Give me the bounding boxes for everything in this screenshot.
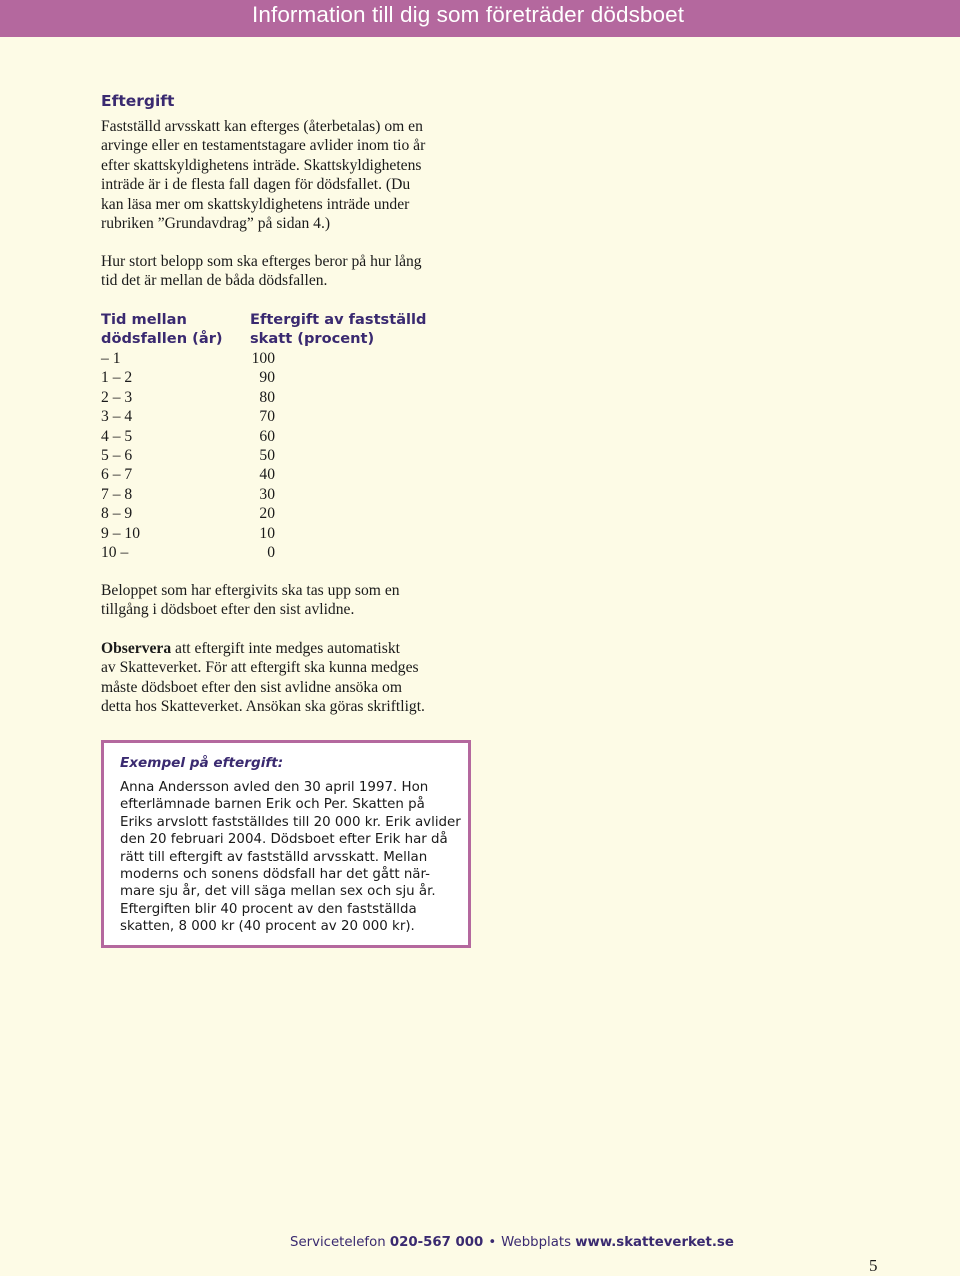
table-header-time bbox=[101, 310, 223, 349]
table-row bbox=[0, 368, 400, 387]
text-line: arvinge eller en testamentstagare avlider inom tio år bbox=[101, 137, 426, 155]
footer-separator: • bbox=[488, 1235, 497, 1250]
time-range: 7 – 8 bbox=[101, 485, 133, 503]
header-line: Tid mellan bbox=[101, 311, 187, 328]
table-row bbox=[0, 349, 400, 368]
header-line: dödsfallen (år) bbox=[101, 330, 223, 348]
paragraph-intro bbox=[101, 117, 481, 233]
phone-number[interactable]: 020-567 000 bbox=[389, 1235, 484, 1250]
text-line: måste dödsboet efter den sist avlidne ansöka om bbox=[101, 678, 402, 696]
text-line: Eriks arvslott fastställdes till 20 000 kr. Erik avlider bbox=[120, 814, 461, 830]
remission-percent: 90 bbox=[259, 369, 275, 387]
text-line: Hur stort belopp som ska efterges beror på hur lång bbox=[101, 253, 422, 270]
text-line: tillgång i dödsboet efter den sist avlidne. bbox=[101, 601, 355, 619]
remission-percent: 0 bbox=[267, 543, 275, 561]
text-line: Fastställd arvsskatt kan efterges (återbetalas) om en bbox=[101, 118, 423, 135]
remission-percent: 20 bbox=[259, 505, 275, 523]
table-row bbox=[0, 504, 400, 523]
remission-percent: 70 bbox=[259, 408, 275, 426]
text-line: efterlämnade barnen Erik och Per. Skatten på bbox=[120, 797, 425, 813]
text-line: kan läsa mer om skattskyldighetens inträde under bbox=[101, 195, 410, 213]
website-link[interactable]: www.skatteverket.se bbox=[575, 1235, 734, 1250]
remission-percent: 40 bbox=[259, 466, 275, 484]
example-body bbox=[120, 779, 460, 936]
text-line: av Skatteverket. För att eftergift ska kunna medges bbox=[101, 659, 419, 677]
example-box bbox=[101, 740, 471, 948]
web-label: Webbplats bbox=[501, 1235, 576, 1250]
table-row bbox=[0, 407, 400, 426]
remission-percent: 30 bbox=[259, 485, 275, 503]
remission-percent: 100 bbox=[251, 350, 275, 367]
paragraph-observe bbox=[101, 639, 481, 717]
table-row bbox=[0, 465, 400, 484]
text-line: moderns och sonens dödsfall har det gått när- bbox=[120, 867, 430, 883]
text-line: rubriken ”Grundavdrag” på sidan 4.) bbox=[101, 215, 331, 233]
section-heading: Eftergift bbox=[101, 92, 175, 110]
text-line: detta hos Skatteverket. Ansökan ska göras skriftligt. bbox=[101, 698, 425, 716]
text-line: inträde är i de flesta fall dagen för dödsfallet. (Du bbox=[101, 176, 411, 194]
table-row bbox=[0, 524, 400, 543]
time-range: 1 – 2 bbox=[101, 369, 133, 387]
phone-label: Servicetelefon bbox=[290, 1235, 390, 1250]
table-row bbox=[0, 446, 400, 465]
footer bbox=[290, 1235, 734, 1250]
example-title: Exempel på eftergift: bbox=[120, 755, 284, 771]
time-range: 5 – 6 bbox=[101, 446, 133, 464]
text-line: rätt till eftergift av fastställd arvsskatt. Mellan bbox=[120, 849, 428, 865]
text-line: skatten, 8 000 kr (40 procent av 20 000 kr). bbox=[120, 919, 415, 935]
text-line: tid det är mellan de båda dödsfallen. bbox=[101, 272, 328, 290]
remission-percent: 60 bbox=[259, 427, 275, 445]
observe-text: att eftergift inte medges automatiskt bbox=[171, 640, 400, 657]
page-number: 5 bbox=[869, 1256, 878, 1275]
remission-percent: 10 bbox=[259, 524, 275, 542]
header-line: skatt (procent) bbox=[250, 330, 375, 348]
remission-table bbox=[0, 349, 400, 562]
time-range: 4 – 5 bbox=[101, 427, 133, 445]
text-line: den 20 februari 2004. Dödsboet efter Erik har då bbox=[120, 832, 448, 848]
table-row bbox=[0, 427, 400, 446]
page-title: Information till dig som företräder dödsboet bbox=[252, 2, 685, 27]
time-range: 6 – 7 bbox=[101, 466, 133, 484]
observe-label: Observera bbox=[101, 640, 172, 657]
remission-percent: 50 bbox=[259, 446, 275, 464]
paragraph-amount bbox=[101, 252, 481, 291]
time-range: 9 – 10 bbox=[101, 524, 140, 542]
text-line: Beloppet som har eftergivits ska tas upp som en bbox=[101, 582, 400, 599]
header-bar bbox=[0, 0, 960, 37]
time-range: 8 – 9 bbox=[101, 505, 133, 523]
text-line: mare sju år, det vill säga mellan sex och sju år. bbox=[120, 884, 436, 900]
table-row bbox=[0, 485, 400, 504]
header-line: Eftergift av fastställd bbox=[250, 311, 427, 328]
remission-percent: 80 bbox=[259, 388, 275, 406]
paragraph-asset bbox=[101, 581, 481, 620]
text-line: Anna Andersson avled den 30 april 1997. Hon bbox=[120, 780, 429, 795]
table-row bbox=[0, 543, 400, 562]
table-header-percent bbox=[250, 310, 427, 349]
time-range: 2 – 3 bbox=[101, 388, 133, 406]
text-line: Eftergiften blir 40 procent av den fastställda bbox=[120, 901, 417, 917]
time-range: – 1 bbox=[101, 350, 121, 367]
text-line bbox=[101, 639, 481, 658]
time-range: 3 – 4 bbox=[101, 408, 133, 426]
table-row bbox=[0, 388, 400, 407]
time-range: 10 – bbox=[101, 543, 129, 561]
text-line: efter skattskyldighetens inträde. Skattskyldighetens bbox=[101, 156, 422, 174]
